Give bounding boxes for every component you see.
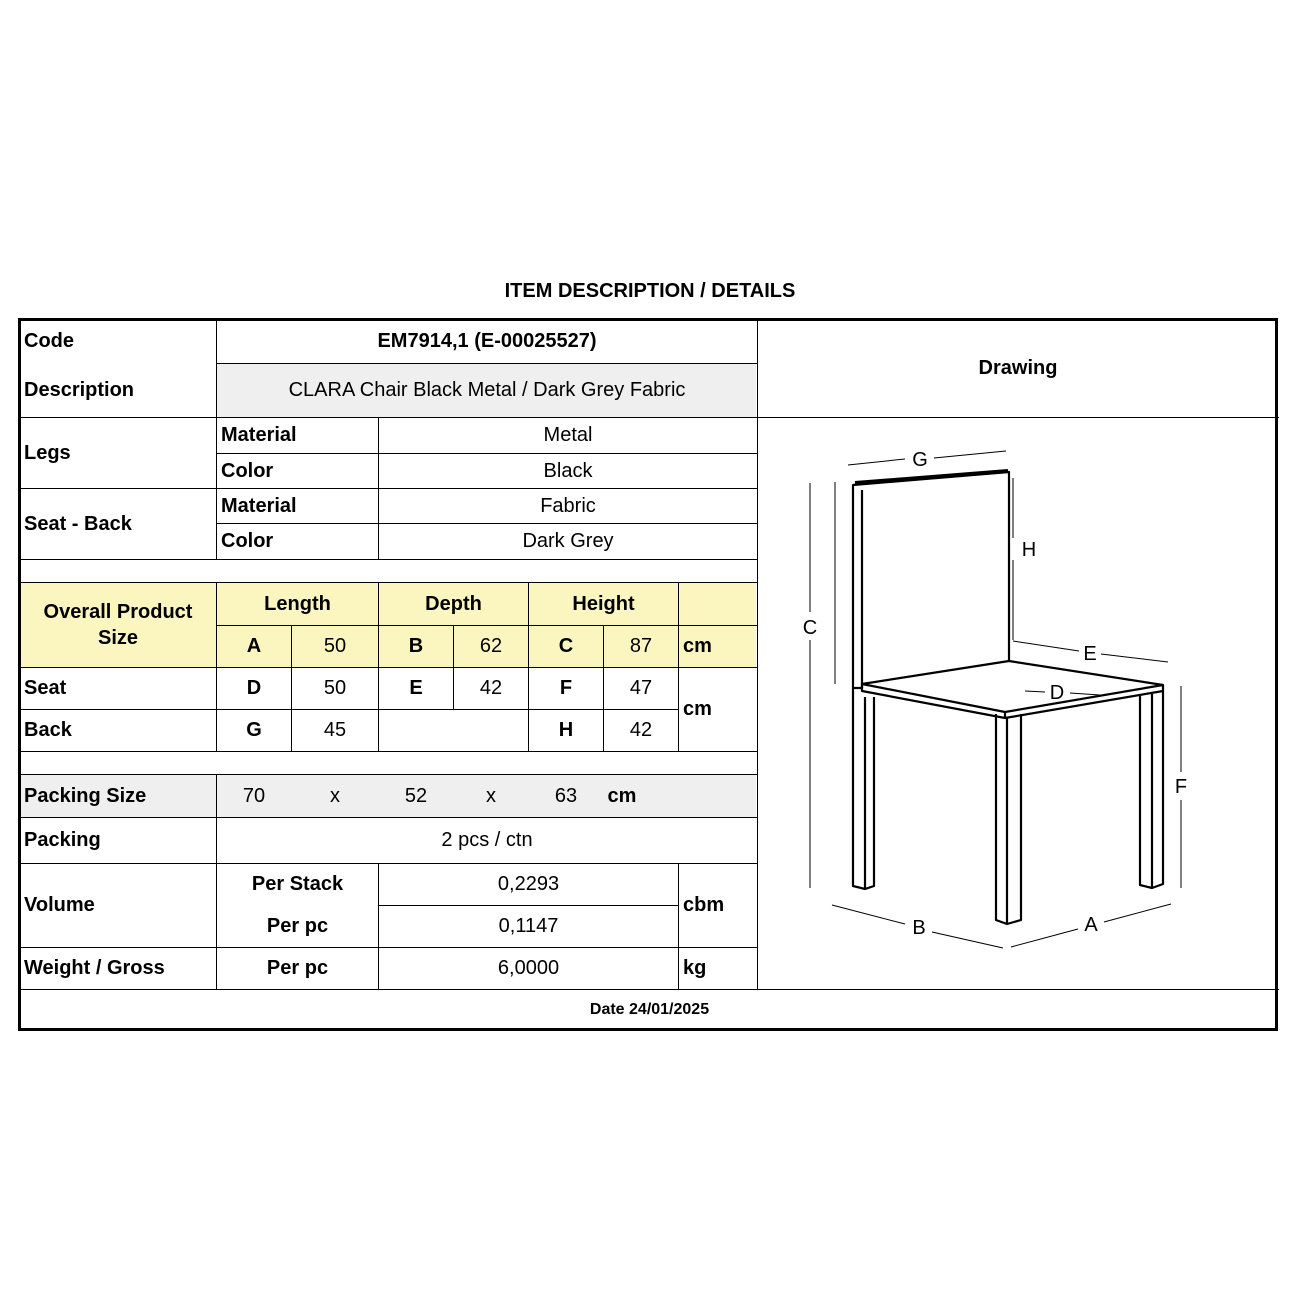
dim-g-value: 45 — [323, 719, 347, 741]
seat-back-material-label: Material — [221, 494, 297, 517]
code-value: EM7914,1 (E-00025527) — [377, 330, 597, 352]
overall-size-label-line1: Overall Product — [43, 601, 193, 623]
drawing-label-f: F — [1174, 776, 1188, 798]
seat-back-unit: cm — [683, 698, 712, 720]
height-header: Height — [572, 592, 635, 615]
packing-length: 70 — [242, 784, 266, 807]
volume-pc-value: 0,1147 — [498, 915, 559, 937]
description-label: Description — [24, 379, 135, 401]
volume-unit: cbm — [683, 894, 725, 916]
back-label: Back — [24, 719, 72, 741]
overall-size-label-line2: Size — [97, 627, 139, 649]
weight-label: Weight / Gross — [24, 957, 165, 979]
drawing-label-b: B — [912, 917, 926, 939]
volume-stack-label: Per Stack — [251, 873, 344, 895]
weight-value: 6,0000 — [497, 957, 560, 979]
page-title: ITEM DESCRIPTION / DETAILS — [504, 280, 796, 302]
depth-header: Depth — [425, 592, 482, 615]
packing-x1: x — [330, 784, 340, 807]
packing-width: 52 — [404, 784, 428, 807]
legs-material-value: Metal — [543, 424, 593, 446]
dim-b-letter: B — [408, 635, 424, 657]
seat-back-material-value: Fabric — [540, 494, 596, 517]
volume-pc-label: Per pc — [266, 915, 329, 937]
dim-h-value: 42 — [629, 719, 653, 741]
dim-c-letter: C — [558, 635, 574, 657]
legs-color-value: Black — [543, 459, 593, 482]
weight-pc-label: Per pc — [266, 957, 329, 979]
packing-unit: cm — [607, 784, 637, 807]
legs-label: Legs — [24, 441, 71, 464]
drawing-label-d: D — [1049, 682, 1065, 704]
description-value: CLARA Chair Black Metal / Dark Grey Fabric — [288, 379, 686, 401]
volume-label: Volume — [24, 894, 95, 916]
seat-label: Seat — [24, 677, 67, 699]
dim-d-letter: D — [246, 677, 262, 699]
legs-material-label: Material — [221, 424, 297, 446]
dim-b-value: 62 — [479, 635, 503, 657]
dim-f-letter: F — [559, 677, 573, 699]
overall-unit: cm — [683, 635, 712, 657]
packing-value: 2 pcs / ctn — [441, 829, 533, 851]
drawing-label: Drawing — [978, 357, 1058, 379]
packing-height: 63 — [554, 784, 578, 807]
drawing-label-e: E — [1083, 643, 1097, 665]
drawing-label-g: G — [912, 449, 928, 471]
dim-c-value: 87 — [629, 635, 653, 657]
dim-e-letter: E — [409, 677, 423, 699]
code-label: Code — [24, 330, 74, 352]
packing-x2: x — [486, 784, 496, 807]
seat-back-color-label: Color — [221, 530, 274, 552]
drawing-label-h: H — [1021, 539, 1037, 561]
dim-h-letter: H — [558, 719, 574, 741]
length-header: Length — [264, 592, 331, 615]
dim-f-value: 47 — [629, 677, 653, 699]
packing-size-label: Packing Size — [24, 784, 147, 807]
drawing-label-a: A — [1084, 914, 1098, 936]
dim-e-value: 42 — [479, 677, 503, 699]
packing-label: Packing — [24, 829, 101, 851]
dim-a-value: 50 — [323, 635, 347, 657]
date-text: Date 24/01/2025 — [589, 1001, 710, 1018]
legs-color-label: Color — [221, 459, 274, 482]
dim-d-value: 50 — [323, 677, 347, 699]
seat-back-color-value: Dark Grey — [522, 530, 614, 552]
volume-stack-value: 0,2293 — [497, 873, 560, 895]
drawing-label-c: C — [802, 617, 818, 639]
seat-back-label: Seat - Back — [24, 512, 132, 535]
weight-unit: kg — [683, 957, 707, 979]
dim-g-letter: G — [246, 719, 262, 741]
dim-a-letter: A — [246, 635, 262, 657]
